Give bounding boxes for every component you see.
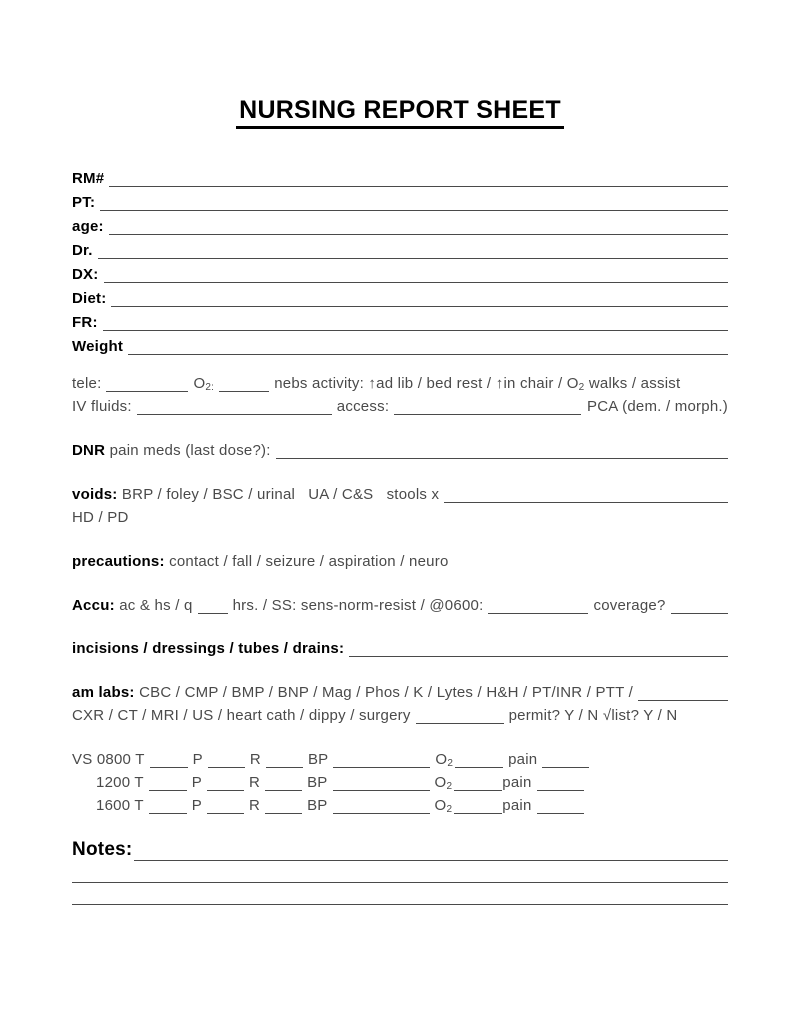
rm-blank-line [109,182,728,187]
weight-blank-line [128,350,728,355]
notes-row [72,833,728,861]
accu-part1-text: ac & hs / q [114,597,193,614]
incisions-label: incisions / dressings / tubes / drains: [72,640,345,657]
rm-label: RM# [72,170,105,187]
precautions-label: precautions: [72,553,165,570]
vs-0800-p-blank [208,763,245,768]
fr-blank-line [103,326,728,331]
vitals-row-1600 [72,791,728,814]
dx-blank-line [104,278,728,283]
notes-blank-line [134,856,728,861]
pt-label: PT: [72,194,96,211]
hd-pd-row [72,503,728,526]
vs-0800-t-blank [150,763,188,768]
diet-blank-line [111,302,728,307]
voids-options-text: BRP / foley / BSC / urinal UA / C&S stools x [117,486,440,503]
field-row-age [72,211,728,235]
age-label: age: [72,218,104,235]
vs-1200-p-blank [207,786,244,791]
accu-label: Accu: [72,597,115,614]
precautions-options-text: contact / fall / seizure / aspiration / neuro [164,553,449,570]
o2-walks-subscript: 2 [578,382,585,393]
age-blank-line [109,230,728,235]
dr-blank-line [98,254,728,259]
tele-blank-line [106,387,188,392]
vs-1600-p-label: P [191,797,203,814]
weight-label: Weight [72,338,124,355]
walks-assist-text: walks / assist [584,375,681,392]
vs-1200-label: 1200 T [96,774,144,791]
vs-1600-o2-subscript: 2 [446,804,453,815]
pt-blank-line [100,206,728,211]
dnr-row [72,436,728,459]
vs-1600-t-blank [149,809,187,814]
am-labs-row [72,678,728,701]
vs-0800-bp-label: BP [307,751,329,768]
vs-1600-o2-label: O [434,797,447,814]
dr-label: Dr. [72,242,93,259]
access-blank-line [394,410,581,415]
vs-1200-pain-blank [537,786,584,791]
iv-fluids-blank-line [137,410,332,415]
vs-1600-p-blank [207,809,244,814]
vs-1600-r-label: R [249,797,261,814]
vs-1200-pain-label: pain [502,774,532,791]
vitals-row-0800 [72,745,728,768]
title-wrap [72,96,728,129]
vs-0800-r-blank [266,763,303,768]
incisions-row [72,634,728,657]
notes-extra-line-2 [72,904,728,905]
stools-blank-line [444,498,728,503]
vs-1200-o2-label: O [434,774,447,791]
pain-meds-text: pain meds (last dose?): [105,442,271,459]
access-label: access: [336,398,390,415]
permit-checklist-text: permit? Y / N √list? Y / N [508,707,678,724]
tele-row [72,369,728,392]
field-row-diet [72,283,728,307]
vs-0800-p-label: P [192,751,203,768]
tests-row [72,701,728,724]
diet-label: Diet: [72,290,107,307]
vs-0800-o2-subscript: 2 [447,758,454,769]
field-row-rm [72,163,728,187]
notes-extra-line-1 [72,882,728,883]
vs-1200-bp-blank [333,786,430,791]
field-row-fr [72,307,728,331]
vs-0800-o2-blank [455,763,503,768]
vs-1200-o2-blank [454,786,502,791]
o2-label: O [193,375,206,392]
vs-1200-o2-subscript: 2 [446,781,453,792]
page-title: NURSING REPORT SHEET [236,96,564,129]
incisions-blank-line [349,652,728,657]
voids-label: voids: [72,486,118,503]
field-row-weight [72,331,728,355]
tests-list-text: CXR / CT / MRI / US / heart cath / dippy / surgery [72,707,411,724]
voids-row [72,480,728,503]
surgery-blank-line [416,719,504,724]
accu-part2-text: hrs. / SS: sens-norm-resist / @0600: [232,597,484,614]
am-labs-label: am labs: [72,684,135,701]
pca-text: PCA (dem. / morph.) [587,398,728,415]
dx-label: DX: [72,266,99,283]
field-row-dr [72,235,728,259]
hd-pd-text: HD / PD [72,509,129,526]
vs-1600-o2-blank [454,809,502,814]
vs-1600-r-blank [265,809,302,814]
vs-1200-r-label: R [249,774,261,791]
am-labs-list-text: CBC / CMP / BMP / BNP / Mag / Phos / K / Lytes / H&H / PT/INR / PTT / [134,684,634,701]
vs-1200-p-label: P [191,774,203,791]
am-labs-blank-line [638,696,728,701]
iv-fluids-label: IV fluids: [72,398,132,415]
vs-0800-o2-label: O [435,751,448,768]
vs-0800-r-label: R [249,751,261,768]
field-row-dx [72,259,728,283]
vs-1200-r-blank [265,786,302,791]
dnr-label: DNR [72,442,106,459]
patient-fields [72,163,728,355]
coverage-blank-line [671,609,728,614]
pain-meds-blank-line [276,454,728,459]
fr-label: FR: [72,314,98,331]
vs-0800-bp-blank [333,763,430,768]
vs-1200-t-blank [149,786,187,791]
vitals-row-1200 [72,768,728,791]
iv-fluids-row [72,392,728,415]
notes-label: Notes: [72,839,133,860]
precautions-row [72,547,728,570]
vs-0800-pain-blank [542,763,589,768]
o2-subscript: 2: [205,382,215,393]
field-row-pt [72,187,728,211]
nebs-activity-text: nebs activity: ↑ad lib / bed rest / ↑in chair / O [274,375,579,392]
accu-0600-blank-line [488,609,588,614]
vs-1600-pain-blank [537,809,584,814]
o2-blank-line [219,387,269,392]
vs-1600-label: 1600 T [96,797,144,814]
vs-1600-bp-label: BP [307,797,328,814]
accu-row [72,591,728,614]
accu-q-blank-line [198,609,228,614]
vs-0800-pain-label: pain [508,751,538,768]
vs-1200-bp-label: BP [307,774,328,791]
tele-label: tele: [72,375,102,392]
vs-0800-label: VS 0800 T [72,751,145,768]
coverage-label: coverage? [593,597,666,614]
vs-1600-bp-blank [333,809,430,814]
vs-1600-pain-label: pain [502,797,532,814]
